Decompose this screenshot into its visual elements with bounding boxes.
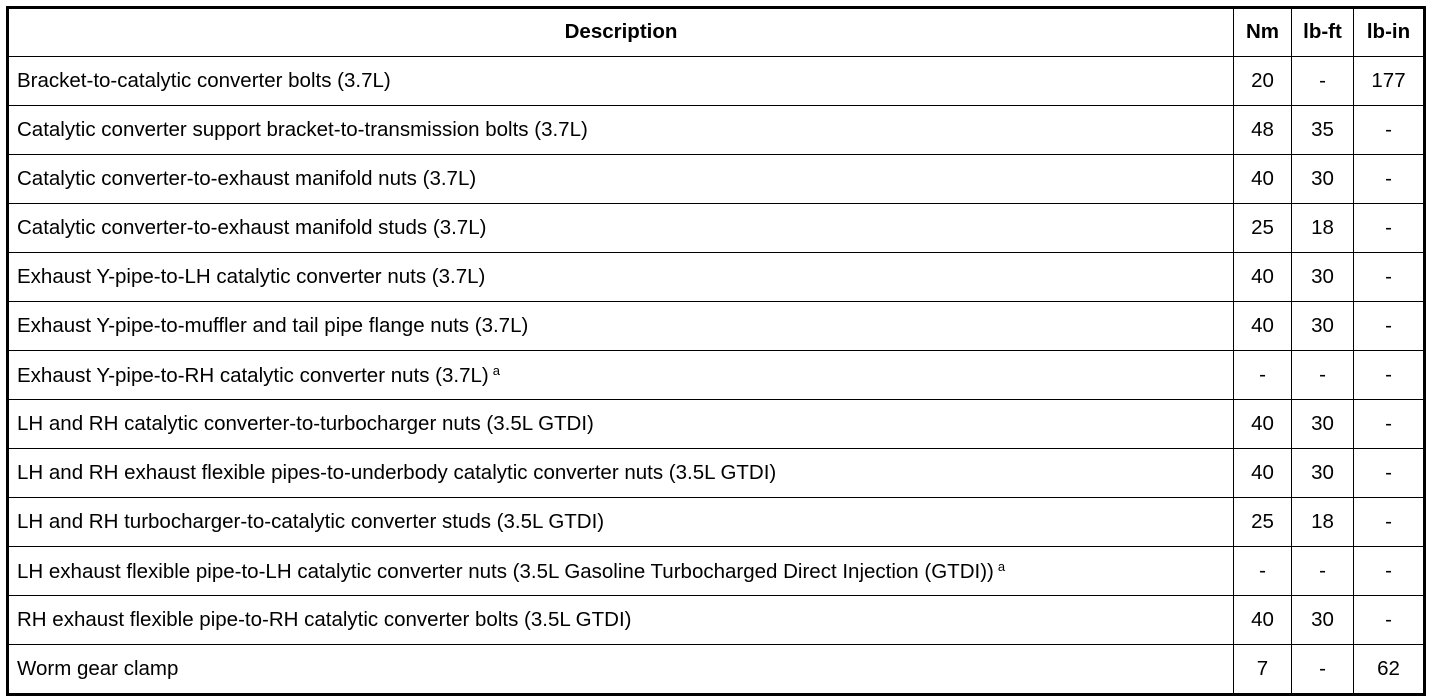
description-text: Worm gear clamp bbox=[17, 656, 179, 680]
description-cell bbox=[8, 498, 1234, 547]
description-cell bbox=[8, 547, 1234, 596]
lbin-cell: - bbox=[1354, 547, 1425, 596]
description-text: LH and RH catalytic converter-to-turbocharger nuts (3.5L GTDI) bbox=[17, 411, 594, 435]
header-row bbox=[8, 8, 1425, 57]
lbin-cell: - bbox=[1354, 351, 1425, 400]
nm-cell: 40 bbox=[1234, 596, 1292, 645]
description-text: Catalytic converter support bracket-to-transmission bolts (3.7L) bbox=[17, 117, 588, 141]
lbft-cell: 30 bbox=[1292, 155, 1354, 204]
column-header-description: Description bbox=[8, 8, 1234, 57]
nm-cell: 7 bbox=[1234, 645, 1292, 695]
lbin-cell: - bbox=[1354, 400, 1425, 449]
table-row bbox=[8, 302, 1425, 351]
nm-cell: - bbox=[1234, 547, 1292, 596]
description-text: LH and RH turbocharger-to-catalytic converter studs (3.5L GTDI) bbox=[17, 509, 605, 533]
lbin-cell: - bbox=[1354, 204, 1425, 253]
table-row bbox=[8, 449, 1425, 498]
description-text: Bracket-to-catalytic converter bolts (3.7L) bbox=[17, 68, 391, 92]
nm-cell: 40 bbox=[1234, 253, 1292, 302]
nm-cell: 25 bbox=[1234, 204, 1292, 253]
lbft-cell: 30 bbox=[1292, 449, 1354, 498]
lbin-cell: - bbox=[1354, 253, 1425, 302]
description-text: Catalytic converter-to-exhaust manifold studs (3.7L) bbox=[17, 215, 487, 239]
nm-cell: 40 bbox=[1234, 400, 1292, 449]
description-text: Catalytic converter-to-exhaust manifold nuts (3.7L) bbox=[17, 166, 477, 190]
description-cell bbox=[8, 645, 1234, 695]
description-text: RH exhaust flexible pipe-to-RH catalytic converter bolts (3.5L GTDI) bbox=[17, 607, 632, 631]
lbft-cell: 30 bbox=[1292, 253, 1354, 302]
lbft-cell: 18 bbox=[1292, 498, 1354, 547]
column-header-nm: Nm bbox=[1234, 8, 1292, 57]
description-cell bbox=[8, 400, 1234, 449]
lbft-cell: - bbox=[1292, 645, 1354, 695]
torque-spec-table bbox=[6, 6, 1426, 696]
lbft-cell: - bbox=[1292, 351, 1354, 400]
lbin-cell: - bbox=[1354, 498, 1425, 547]
description-cell bbox=[8, 204, 1234, 253]
table-row bbox=[8, 547, 1425, 596]
lbft-cell: 35 bbox=[1292, 106, 1354, 155]
lbft-cell: 30 bbox=[1292, 596, 1354, 645]
lbft-cell: 18 bbox=[1292, 204, 1354, 253]
description-cell bbox=[8, 155, 1234, 204]
nm-cell: - bbox=[1234, 351, 1292, 400]
description-text: Exhaust Y-pipe-to-LH catalytic converter nuts (3.7L) bbox=[17, 264, 486, 288]
table-row bbox=[8, 204, 1425, 253]
lbin-cell: - bbox=[1354, 302, 1425, 351]
table-body bbox=[8, 57, 1425, 695]
description-cell bbox=[8, 253, 1234, 302]
table-row bbox=[8, 400, 1425, 449]
nm-cell: 25 bbox=[1234, 498, 1292, 547]
description-text: LH and RH exhaust flexible pipes-to-underbody catalytic converter nuts (3.5L GTDI) bbox=[17, 460, 777, 484]
description-cell bbox=[8, 106, 1234, 155]
description-cell bbox=[8, 351, 1234, 400]
table-row bbox=[8, 596, 1425, 645]
description-cell bbox=[8, 57, 1234, 106]
column-header-lbin: lb-in bbox=[1354, 8, 1425, 57]
table-row bbox=[8, 253, 1425, 302]
footnote-marker: a bbox=[997, 558, 1006, 574]
nm-cell: 20 bbox=[1234, 57, 1292, 106]
table-row bbox=[8, 645, 1425, 695]
table-row bbox=[8, 155, 1425, 204]
description-text: LH exhaust flexible pipe-to-LH catalytic converter nuts (3.5L Gasoline Turbocharged Direct Injection (GTDI)) bbox=[17, 559, 994, 583]
column-header-lbft: lb-ft bbox=[1292, 8, 1354, 57]
table-row bbox=[8, 106, 1425, 155]
nm-cell: 40 bbox=[1234, 155, 1292, 204]
description-cell bbox=[8, 449, 1234, 498]
nm-cell: 48 bbox=[1234, 106, 1292, 155]
lbft-cell: - bbox=[1292, 547, 1354, 596]
nm-cell: 40 bbox=[1234, 302, 1292, 351]
lbin-cell: - bbox=[1354, 449, 1425, 498]
description-text: Exhaust Y-pipe-to-muffler and tail pipe flange nuts (3.7L) bbox=[17, 313, 529, 337]
table-row bbox=[8, 57, 1425, 106]
lbin-cell: - bbox=[1354, 596, 1425, 645]
nm-cell: 40 bbox=[1234, 449, 1292, 498]
lbft-cell: - bbox=[1292, 57, 1354, 106]
table-row bbox=[8, 498, 1425, 547]
lbin-cell: 177 bbox=[1354, 57, 1425, 106]
description-cell bbox=[8, 302, 1234, 351]
lbft-cell: 30 bbox=[1292, 400, 1354, 449]
description-cell bbox=[8, 596, 1234, 645]
lbin-cell: 62 bbox=[1354, 645, 1425, 695]
footnote-marker: a bbox=[492, 362, 500, 378]
lbft-cell: 30 bbox=[1292, 302, 1354, 351]
lbin-cell: - bbox=[1354, 106, 1425, 155]
lbin-cell: - bbox=[1354, 155, 1425, 204]
table-header bbox=[8, 8, 1425, 57]
table-row bbox=[8, 351, 1425, 400]
description-text: Exhaust Y-pipe-to-RH catalytic converter nuts (3.7L) bbox=[17, 363, 489, 387]
